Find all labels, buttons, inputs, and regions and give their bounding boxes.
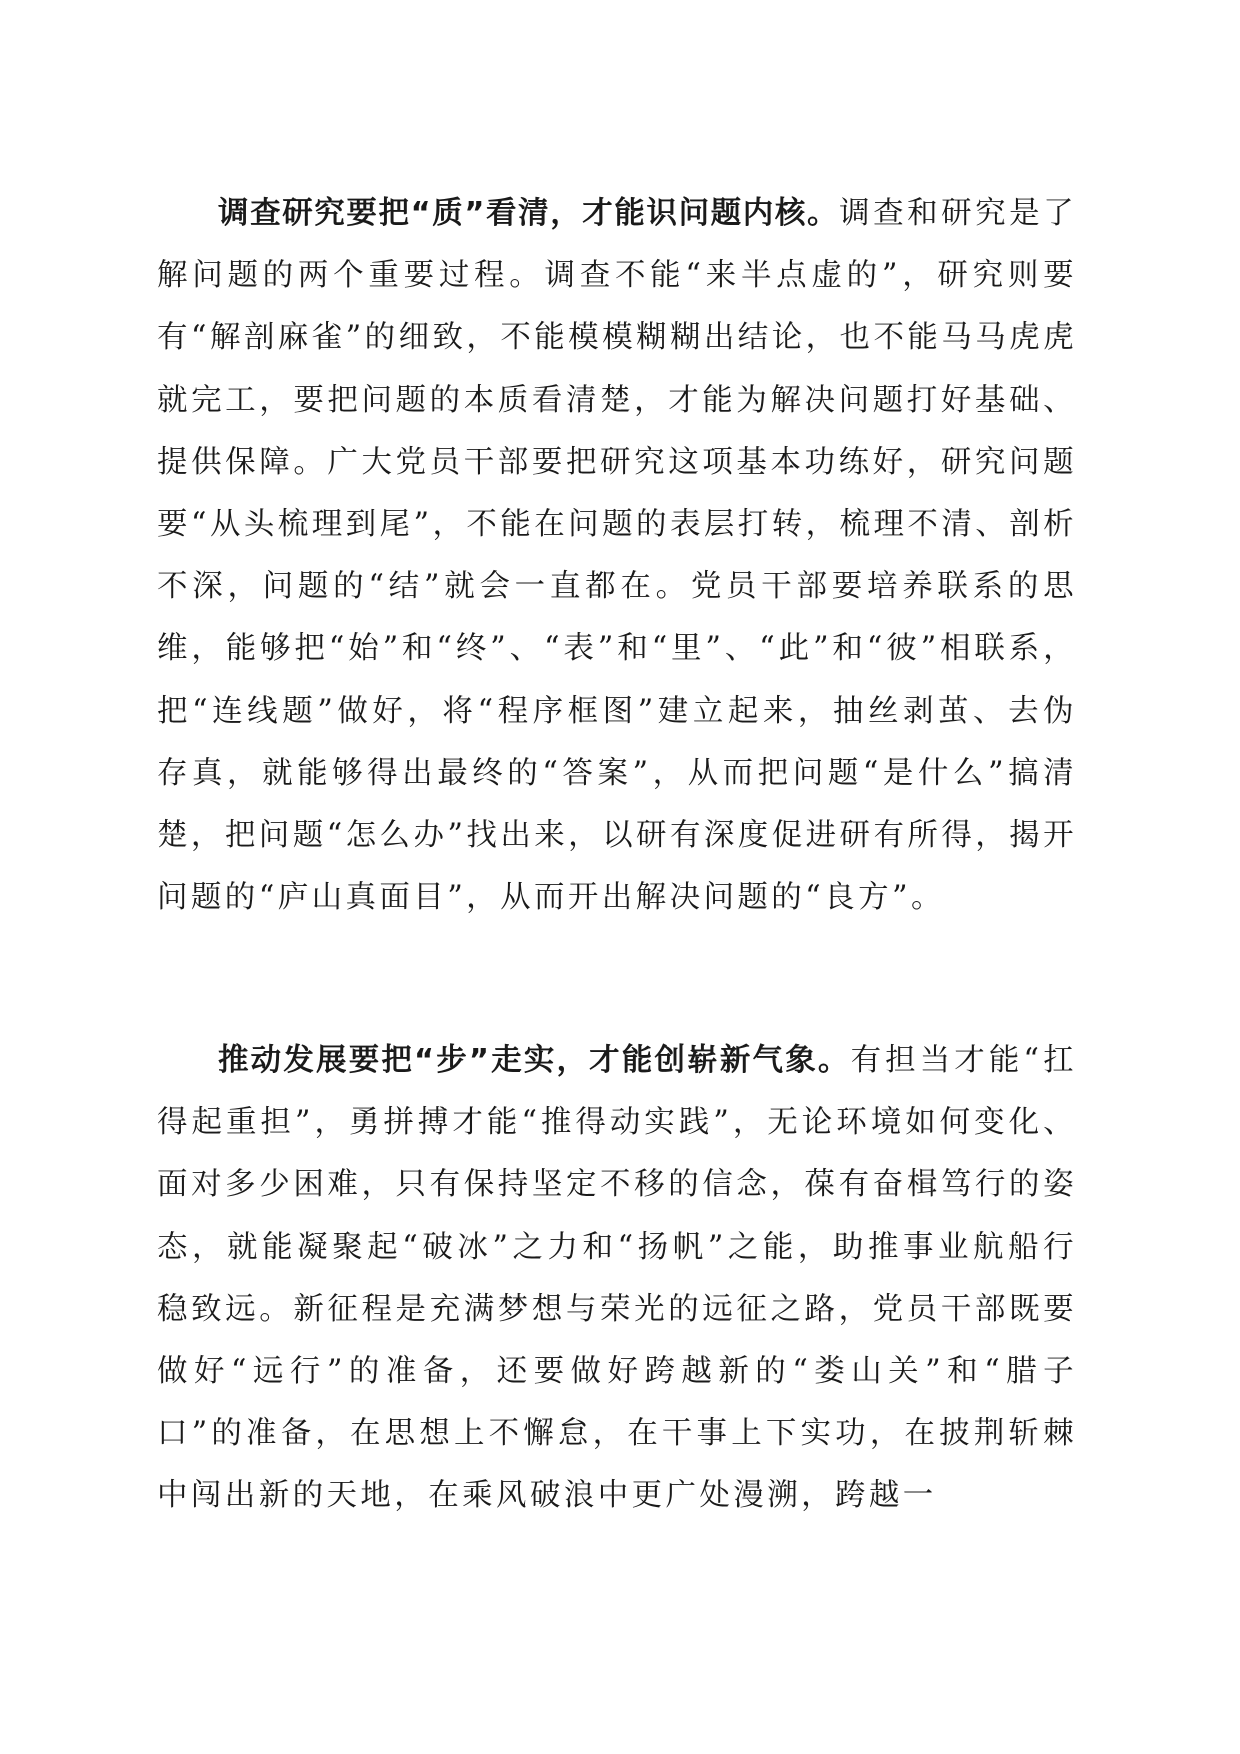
paragraph-1-heading: 调查研究要把“质”看清，才能识问题内核。 <box>218 196 840 231</box>
paragraph-1-body: 调查和研究是了解问题的两个重要过程。调查不能“来半点虚的”，研究则要有“解剖麻雀”的细致，不能模模糊糊出结论，也不能马马虎虎就完工，要把问题的本质看清楚，才能为解决问题打好基础、提供保障。广大党员干部要把研究这项基本功练好，研究问题要“从头梳理到尾”，不能在问题的表层打转，梳理不清、剖析不深，问题的“结”就会一直都在。党员干部要培养联系的思维，能够把“始”和“终”、“表”和“里”、“此”和“彼”相联系，把“连线题”做好，将“程序框图”建立起来，抽丝剥茧、去伪存真，就能够得出最终的“答案”，从而把问题“是什么”搞清楚，把问题“怎么办”找出来，以研有深度促进研有所得，揭开问题的“庐山真面目”，从而开出解决问题的“良方”。 <box>157 196 1077 916</box>
paragraph-2-body: 有担当才能“扛得起重担”，勇拼搏才能“推得动实践”，无论环境如何变化、面对多少困难，只有保持坚定不移的信念，葆有奋楫笃行的姿态，就能凝聚起“破冰”之力和“扬帆”之能，助推事业航船行稳致远。新征程是充满梦想与荣光的远征之路，党员干部既要做好“远行”的准备，还要做好跨越新的“娄山关”和“腊子口”的准备，在思想上不懈怠，在干事上下实功，在披荆斩棘中闯出新的天地，在乘风破浪中更广处漫溯，跨越一 <box>157 1043 1077 1514</box>
paragraph-2-text <box>157 1030 1077 1528</box>
paragraph-1 <box>157 183 1077 929</box>
paragraph-2-heading: 推动发展要把“步”走实，才能创崭新气象。 <box>218 1043 851 1078</box>
paragraph-2 <box>157 1030 1077 1528</box>
paragraph-1-text <box>157 183 1077 929</box>
